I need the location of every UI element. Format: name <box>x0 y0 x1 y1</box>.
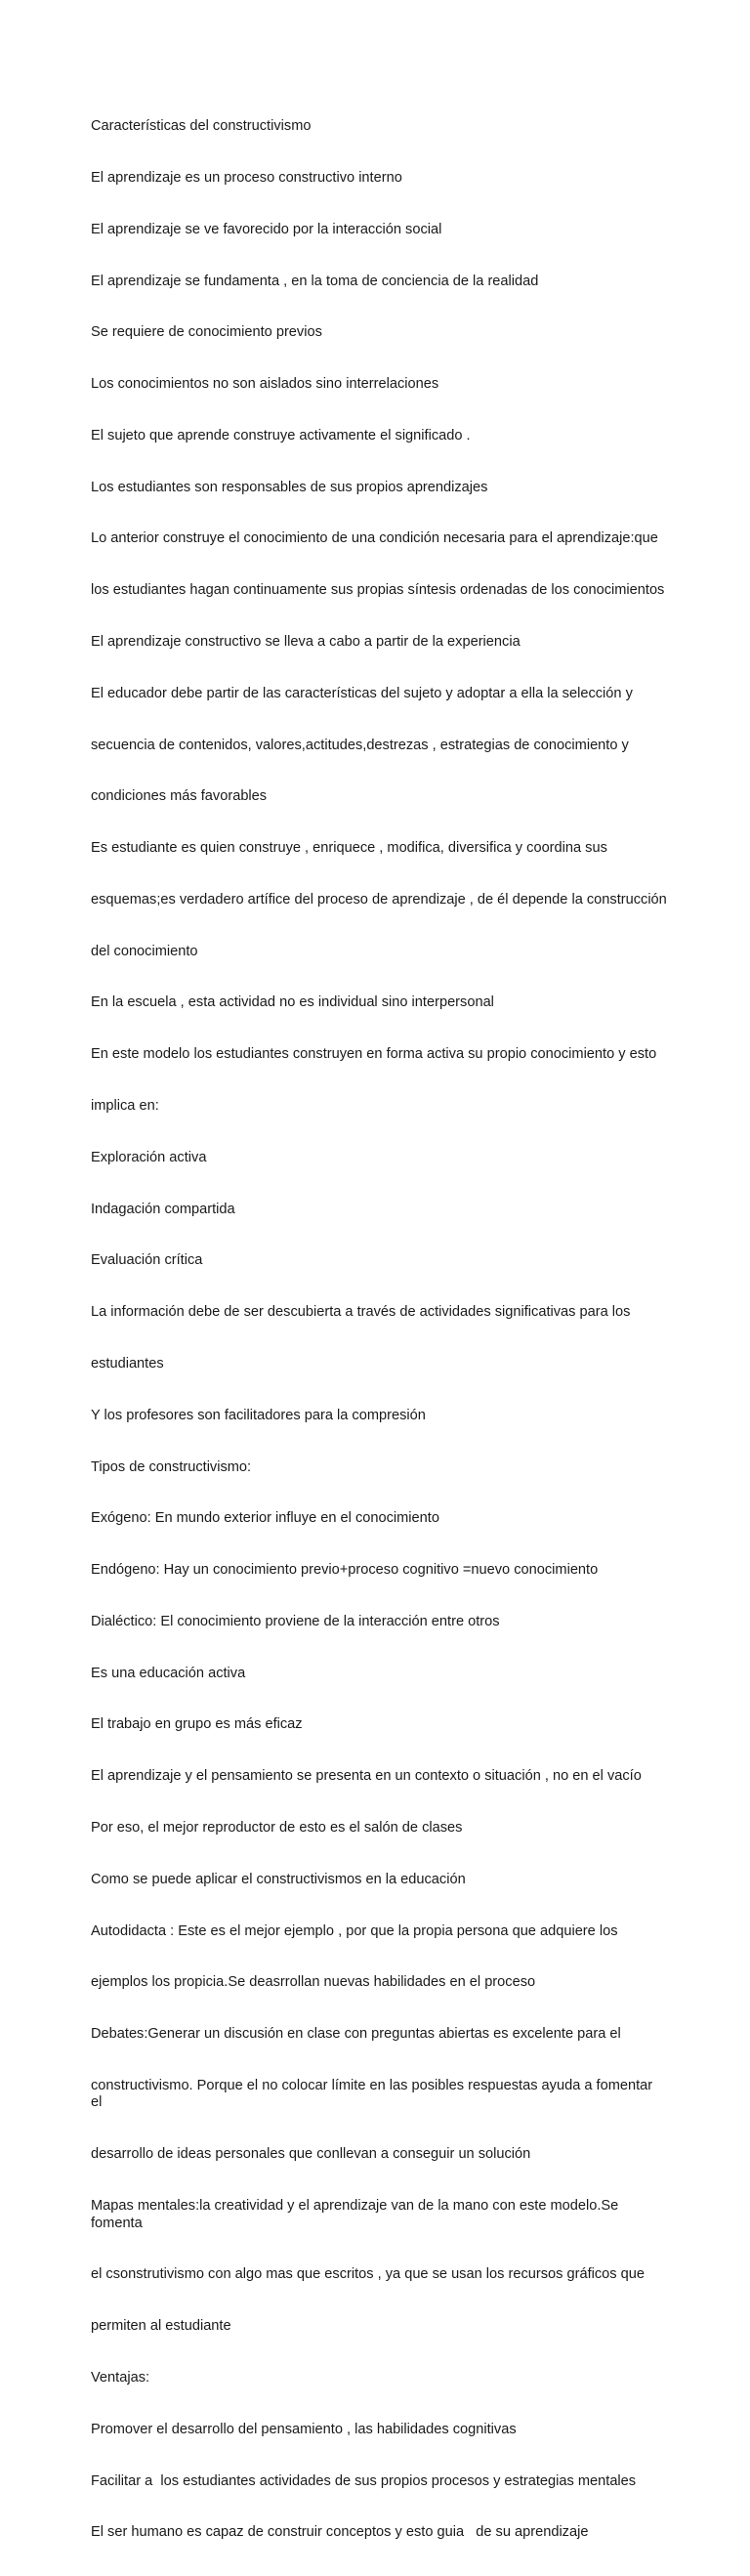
text-line: ejemplos los propicia.Se deasrrollan nuevas habilidades en el proceso <box>91 1974 536 1991</box>
text-line: El educador debe partir de las características del sujeto y adoptar a ella la selección y <box>91 685 633 701</box>
text-line: condiciones más favorables <box>91 788 268 805</box>
text-line: Por eso, el mejor reproductor de esto es el salón de clases <box>91 1819 463 1836</box>
text-line: Los estudiantes son responsables de sus propios aprendizajes <box>91 479 488 495</box>
text-line: permiten al estudiante <box>91 2318 231 2335</box>
text-line: Endógeno: Hay un conocimiento previo+proceso cognitivo =nuevo conocimiento <box>91 1562 599 1579</box>
text-line: secuencia de contenidos, valores,actitudes,destrezas , estrategias de conocimiento y <box>91 737 629 753</box>
text-line: el csonstrutivismo con algo mas que escritos , ya que se usan los recursos gráficos que <box>91 2266 645 2283</box>
text-line: El sujeto que aprende construye activamente el significado . <box>91 427 471 443</box>
text-line: El aprendizaje es un proceso constructivo interno <box>91 169 402 186</box>
text-line: Evaluación crítica <box>91 1252 203 1269</box>
text-line: los estudiantes hagan continuamente sus propias síntesis ordenadas de los conocimientos <box>91 582 665 599</box>
text-line: En la escuela , esta actividad no es individual sino interpersonal <box>91 994 494 1011</box>
text-line: Es una educación activa <box>91 1665 246 1681</box>
text-line: Facilitar a los estudiantes actividades de sus propios procesos y estrategias mentales <box>91 2472 637 2489</box>
text-line: El ser humano es capaz de construir conceptos y esto guia de su aprendizaje <box>91 2524 589 2541</box>
text-line: Lo anterior construye el conocimiento de una condición necesaria para el aprendizaje:que <box>91 530 658 547</box>
text-line: implica en: <box>91 1098 159 1115</box>
text-line: El aprendizaje se fundamenta , en la toma de conciencia de la realidad <box>91 273 539 289</box>
text-line: Y los profesores son facilitadores para la compresión <box>91 1407 426 1423</box>
text-line: constructivismo. Porque el no colocar límite en las posibles respuestas ayuda a fomentar el <box>91 2077 657 2111</box>
text-line: Autodidacta : Este es el mejor ejemplo , por que la propia persona que adquiere los <box>91 1922 618 1939</box>
text-line: estudiantes <box>91 1355 164 1372</box>
document-title: Características del constructivismo <box>91 118 312 135</box>
text-line: El aprendizaje y el pensamiento se presenta en un contexto o situación , no en el vacío <box>91 1768 642 1785</box>
text-line: Tipos de constructivismo: <box>91 1458 252 1475</box>
text-line: El aprendizaje constructivo se lleva a cabo a partir de la experiencia <box>91 634 521 650</box>
text-line: Indagación compartida <box>91 1201 235 1217</box>
text-line: Se requiere de conocimiento previos <box>91 324 322 341</box>
text-line: Dialéctico: El conocimiento proviene de la interacción entre otros <box>91 1613 500 1629</box>
text-line: Exploración activa <box>91 1149 207 1165</box>
text-line: Exógeno: En mundo exterior influye en el conocimiento <box>91 1510 439 1527</box>
text-line: del conocimiento <box>91 943 198 959</box>
text-line: Promover el desarrollo del pensamiento , las habilidades cognitivas <box>91 2421 517 2437</box>
text-line: Mapas mentales:la creatividad y el aprendizaje van de la mano con este modelo.Se fomenta <box>91 2198 623 2231</box>
text-line: desarrollo de ideas personales que conllevan a conseguir un solución <box>91 2146 531 2163</box>
text-line: La información debe de ser descubierta a través de actividades significativas para los <box>91 1304 631 1321</box>
text-line: Debates:Generar un discusión en clase con preguntas abiertas es excelente para el <box>91 2026 621 2043</box>
text-line: esquemas;es verdadero artífice del proceso de aprendizaje , de él depende la construcción <box>91 891 667 908</box>
text-line: Los conocimientos no son aislados sino interrelaciones <box>91 376 439 393</box>
text-line: Es estudiante es quien construye , enriquece , modifica, diversifica y coordina sus <box>91 840 607 857</box>
document-body <box>91 84 667 2576</box>
text-line: En este modelo los estudiantes construyen en forma activa su propio conocimiento y esto <box>91 1046 657 1063</box>
text-line: Ventajas: <box>91 2369 150 2386</box>
text-line: El aprendizaje se ve favorecido por la interacción social <box>91 221 442 237</box>
text-line: Como se puede aplicar el constructivismos en la educación <box>91 1871 466 1887</box>
text-line: El trabajo en grupo es más eficaz <box>91 1716 303 1733</box>
